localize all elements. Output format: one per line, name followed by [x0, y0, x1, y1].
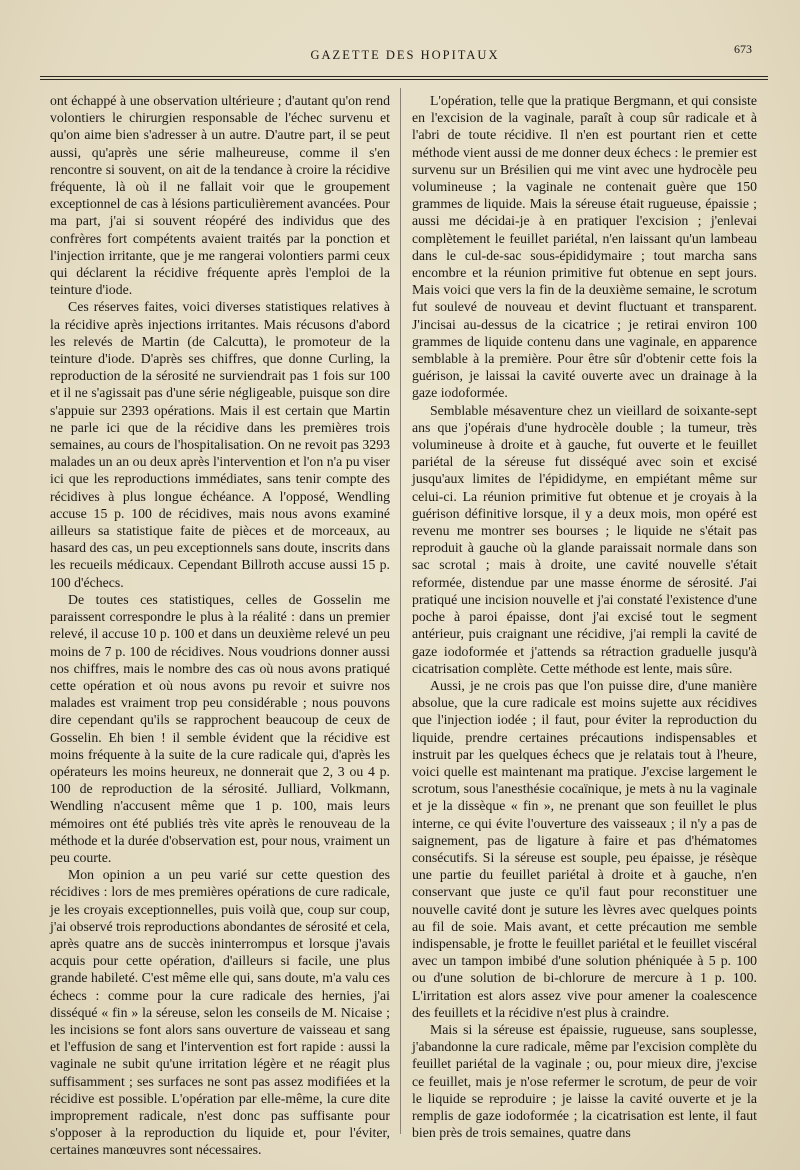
- paragraph: ont échappé à une observation ultérieure ; d'autant qu'on rend volontiers le chirurgien responsable de l'échec survenu et qu'on aime bien s'adresser à un autre. D'autre part, il se peut aussi, qu'après une série malheureuse, comme il s'en rencontre si souvent, on ait de la tendance à croire la récidive fréquente, là où il ne fallait voir que le groupement exceptionnel de cas à lésions particulièrement avancées. Pour ma part, j'ai si souvent réopéré des individus que des confrères fort compétents avaient traités par la ponction et l'injection irritante, que je me rangerai volontiers parmi ceux qui déclarent la récidive fréquente après l'emploi de la teinture d'iode.: [50, 93, 390, 298]
- paragraph: De toutes ces statistiques, celles de Gosselin me paraissent correspondre le plus à la réalité : dans un premier relevé, il accuse 10 p. 100 et dans un deuxième relevé un peu moins de 7 p. 100 de récidives. Nous voudrions donner aussi nos chiffres, mais le nombre des cas où nous avons pratiqué cette opération et où nous avons pu revoir et suivre nos malades est vraiment trop peu considérable ; nous pouvons dire cependant qu'ils se rapprochent beaucoup de ceux de Gosselin. Eh bien ! il semble évident que la récidive est moins fréquente à la suite de la cure radicale qui, d'après les opérateurs les moins heureux, ne donnerait que 2, 3 ou 4 p. 100 de reproduction de la sérosité. Julliard, Volkmann, Wendling n'accusent même que 1 p. 100, mais leurs mémoires ont été publiés très vite après le renouveau de la méthode et la durée d'observation est, pour nous, vraiment un peu courte.: [50, 591, 390, 865]
- page-number: 673: [734, 42, 752, 56]
- paragraph: L'opération, telle que la pratique Bergmann, et qui consiste en l'excision de la vaginale, paraît à coup sûr radicale et à l'abri de toute récidive. Il n'en est pourtant rien et cette méthode vient aussi de me donner deux échecs : le premier est survenu sur un Brésilien qui me vint avec une hydrocèle peu volumineuse ; la vaginale ne contenait guère que 150 grammes de liquide. Mais la séreuse était rugueuse, épaissie ; aussi me décidai-je à en pratiquer l'excision ; j'enlevai complètement le feuillet pariétal, n'en laissant qu'un lambeau dans le cul-de-sac sous-épididymaire ; tout marcha sans encombre et la réunion primitive fut obtenue en sept jours. Mais voici que vers la fin de la deuxième semaine, le scrotum fut soulevé de nouveau et devint fluctuant et transparent. J'incisai au-dessus de la cicatrice ; je retirai environ 100 grammes de liquide contenu dans une vaginale, en apparence semblable à la première. Pour être sûr d'obtenir cette fois la guérison, je laissai la cavité ouverte avec un drainage à la gaze iodoformée.: [412, 93, 757, 401]
- paragraph: Ces réserves faites, voici diverses statistiques relatives à la récidive après injections irritantes. Mais récusons d'abord les relevés de Martin (de Calcutta), le promoteur de la teinture d'iode. D'après ses chiffres, que donne Curling, la reproduction de la sérosité ne surviendrait pas 1 fois sur 100 et il ne s'agissait pas d'une série négligeable, puisque son dire s'appuie sur 2393 opérations. Mais il est certain que Martin ne parle ici que de la récidive dans les premières trois semaines, au cours de l'hospitalisation. On ne revoit pas 3293 malades un an ou deux après l'intervention et l'on n'a pu viser ici que les reproductions immédiates, sans tenir compte des récidives à plus longue échéance. A l'opposé, Wendling accuse 15 p. 100 de récidives, mais nous avons examiné ailleurs sa statistique faite de pièces et de morceaux, au hasard des cas, un peu exceptionnels sans doute, inscrits dans les recueils médicaux. Cependant Billroth accuse aussi 15 p. 100 d'échecs.: [50, 299, 390, 590]
- header-rule: [40, 76, 768, 80]
- journal-title: GAZETTE DES HOPITAUX: [310, 48, 500, 62]
- paragraph: Mon opinion a un peu varié sur cette question des récidives : lors de mes premières opérations de cure radicale, je les croyais exceptionnelles, puis voilà que, coup sur coup, j'ai observé trois reproductions abondantes de sérosité et cela, après quatre ans de succès ininterrompus et lorsque j'avais acquis pour cette opération, d'ailleurs si facile, une plus grande habileté. C'est même elle qui, sans doute, m'a valu ces échecs : comme pour la cure radicale des hernies, j'ai disséqué « fin » la séreuse, selon les conseils de M. Nicaise ; les incisions se font alors sans ouverture de vaisseau et sang et l'effusion de sang et l'intervention est fort rapide : aussi la vaginale ne subit qu'une irritation légère et ne réagit plus suffisamment ; ses surfaces ne sont pas assez modifiées et la récidive est possible. L'opération par elle-même, la cure dite improprement radicale, n'est donc pas suffisante pour s'opposer à la reproduction du liquide et, pour l'éviter, certaines manœuvres sont nécessaires.: [50, 867, 391, 1158]
- paragraph: Mais si la séreuse est épaissie, rugueuse, sans souplesse, j'abandonne la cure radicale, même par l'excision complète du feuillet pariétal de la vaginale ; ou, pour mieux dire, j'excise ce feuillet, mais je n'ose refermer le scrotum, de peur de voir le liquide se reproduire ; je laisse la cavité ouverte et je la remplis de gaze iodoformée ; la cicatrisation est lente, il faut bien près de trois semaines, quatre dans: [412, 1021, 757, 1141]
- page-header: [40, 38, 770, 74]
- right-column: [412, 92, 757, 1140]
- paragraph: Semblable mésaventure chez un vieillard de soixante-sept ans que j'opérais d'une hydrocèle double ; la tumeur, très volumineuse à droite et à gauche, fut ouverte et le feuillet pariétal de la séreuse fut disséqué avec soin et excisé jusqu'aux limites de l'épididyme, en empiétant même sur celui-ci. La réunion primitive fut obtenue et je croyais à la guérison définitive lorsque, il y a deux mois, mon opéré est revenu me montrer ses bourses ; le liquide ne s'était pas reproduit à gauche où la glande paraissait normale dans son sac scrotal ; mais à droite, une cavité nouvelle s'était reformée, distendue par une masse énorme de sérosité. J'ai pratiqué une incision nouvelle et j'ai constaté l'existence d'une poche à paroi épaisse, dont j'ai excisé tout le segment antérieur, puis craignant une récidive, j'ai rempli la cavité de gaze iodoformée et j'attends sa rétraction graduelle jusqu'à cicatrisation complète. Cette méthode est lente, mais sûre.: [412, 402, 757, 676]
- left-column: [50, 92, 391, 1158]
- paragraph: Aussi, je ne crois pas que l'on puisse dire, d'une manière absolue, que la cure radicale est moins sujette aux récidives que l'injection iodée ; il faut, pour éviter la reproduction du liquide, prendre certaines précautions indispensables et instruit par les quelques échecs que je relatais tout à l'heure, voici quelle est maintenant ma pratique. J'excise largement le scrotum, sous l'anesthésie cocaïnique, je mets à nu la vaginale et je la dissèque « fin », ne prenant que son feuillet le plus interne, ce qui évite l'ouverture des vaisseaux ; il n'y a pas de saignement, pas de ligature à faire et pas d'hématomes consécutifs. Si la séreuse est souple, peu épaisse, je résèque une partie du feuillet pariétal à droite et à gauche, n'en conservant que juste ce qu'il faut pour reconstituer une nouvelle cavité dont je suture les lèvres avec quelques points au fil de soie. Mais avant, et cette précaution me semble indispensable, je frotte le feuillet pariétal et le feuillet viscéral avec un tampon imbibé d'une solution phéniquée à 5 p. 100 ou d'une solution de bi-chlorure de mercure à 1 p. 100. L'irritation est alors assez vive pour amener la coalescence des feuillets et la récidive n'est plus à craindre.: [412, 677, 757, 1020]
- column-divider: [400, 88, 401, 1134]
